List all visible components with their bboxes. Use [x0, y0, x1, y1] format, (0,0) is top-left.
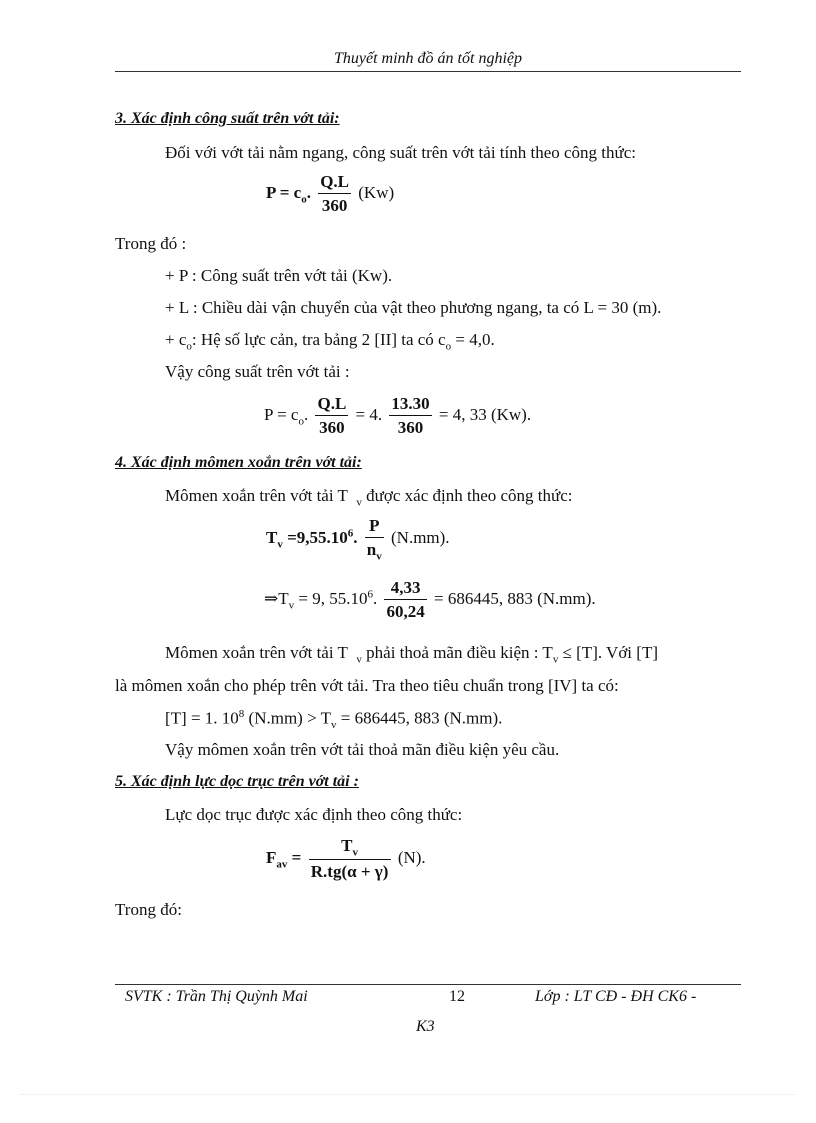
formula-axial-force: $F_{av}$ = $\frac{T_v}{R.tg(\alpha + \gamma)}$ (N). [266, 836, 426, 882]
torque-condition-line2: là mômen xoắn cho phép trên vớt tải. Tra theo tiêu chuẩn trong [IV] ta có: [115, 676, 619, 695]
formula-torque-calc: $\Rightarrow T_v = 9$, 55.10$^6$. $\frac{4,33}{60,24}$ = 686445, 883 (N.mm). [264, 578, 596, 621]
section-5-heading: 5. Xác định lực dọc trục trên vớt tải : [115, 773, 359, 790]
torque-limit: [T] = 1. $10^8$ $(N.mm) > T_v = 686445$, 883 (N.mm). [165, 708, 503, 732]
section-3-heading: 3. Xác định công suất trên vớt tải: [115, 110, 340, 127]
footer-rule [115, 984, 741, 985]
section-3-intro: Đối với vớt tải nằm ngang, công suất trên vớt tải tính theo công thức: [165, 143, 637, 162]
where-label-2: Trong đó: [115, 900, 182, 919]
footer-author: SVTK : Trần Thị Quỳnh Mai [125, 988, 308, 1005]
formula-power-calc: $P = c_o$. $\frac{Q.L}{360}$ = 4. $\frac{13.30}{360}$ = 4, 33 (Kw). [264, 394, 532, 437]
where-label-1: Trong đó : [115, 234, 187, 253]
formula-power: $P = c_o$. $\frac{Q.L}{360}$ (Kw) [266, 172, 395, 215]
page-bottom-border [20, 1094, 796, 1095]
torque-condition: Mômen xoắn trên vớt tải T $_v$ phải thoả mãn điều kiện : $T_v \le [T]$. Với [T] [165, 643, 658, 666]
thus-power: Vậy công suất trên vớt tải : [165, 362, 350, 381]
torque-conclusion: Vậy mômen xoắn trên vớt tải thoả mãn điều kiện yêu cầu. [165, 740, 560, 759]
page-header: Thuyết minh đồ án tốt nghiệp [334, 50, 522, 67]
page-number: 12 [449, 988, 465, 1005]
formula-torque: $T_v =9,55.10^6$. $\frac{P}{n_v}$ (N.mm). [266, 516, 450, 563]
header-rule [115, 71, 741, 72]
section-4-intro: Mômen xoắn trên vớt tải T $_v$ được xác định theo công thức: [165, 486, 573, 509]
item-l: + L : Chiều dài vận chuyển của vật theo phương ngang, ta có L = 30 (m). [165, 298, 662, 317]
item-p: + P : Công suất trên vớt tải (Kw). [165, 266, 393, 285]
footer-class-cont: K3 [416, 1018, 435, 1035]
section-5-intro: Lực dọc trục được xác định theo công thức: [165, 805, 463, 824]
section-4-heading: 4. Xác định mômen xoắn trên vớt tải: [115, 454, 362, 471]
footer-class: Lớp : LT CĐ - ĐH CK6 - [535, 988, 697, 1005]
item-c: + $c_o$: Hệ số lực cản, tra bảng 2 [II] ta có $c_o = 4,0$. [165, 330, 495, 353]
